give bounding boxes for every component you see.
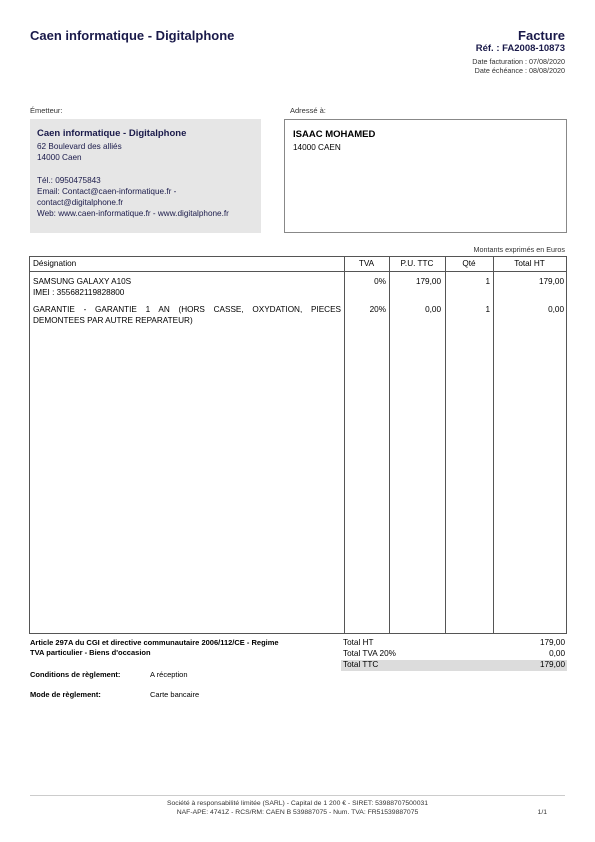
column-header-total: Total HT	[514, 259, 545, 268]
table-cell-unit-price: 179,00	[415, 277, 441, 286]
item-name: SAMSUNG GALAXY A10S	[33, 277, 132, 286]
invoice-date: Date facturation : 07/08/2020	[472, 57, 565, 66]
emitter-phone: Tél.: 0950475843	[37, 175, 101, 185]
items-table	[29, 256, 567, 634]
recipient-name: ISAAC MOHAMED	[293, 129, 376, 140]
totals-block	[341, 638, 567, 671]
column-header-tva: TVA	[358, 259, 375, 268]
emitter-city: 14000 Caen	[37, 153, 82, 163]
table-cell-unit-price: 0,00	[425, 305, 441, 314]
payment-mode-value: Carte bancaire	[150, 690, 200, 699]
total-ttc-label: Total TTC	[343, 660, 379, 669]
table-cell-quantity: 1	[485, 277, 490, 286]
currency-note: Montants exprimés en Euros	[473, 245, 565, 254]
emitter-name: Caen informatique - Digitalphone	[37, 128, 187, 139]
invoice-reference: Réf. : FA2008-10873	[475, 43, 565, 54]
company-title: Caen informatique - Digitalphone	[30, 28, 235, 43]
page-number: 1/1	[537, 809, 547, 816]
legal-line: Article 297A du CGI et directive communautaire 2006/112/CE - Regime	[30, 638, 279, 647]
table-cell-total: 179,00	[538, 277, 564, 286]
legal-mention	[30, 638, 330, 658]
item-detail: IMEI : 355682119828800	[33, 287, 125, 297]
table-row-designation	[33, 305, 341, 326]
document-type-title: Facture	[518, 28, 565, 43]
legal-line: TVA particulier - Biens d'occasion	[30, 648, 151, 657]
total-ht-value: 179,00	[539, 638, 565, 647]
item-name: GARANTIE - GARANTIE 1 AN (HORS CASSE, OXYDATION, PIECES	[33, 305, 341, 314]
emitter-email: Email: Contact@caen-informatique.fr -	[37, 186, 177, 196]
total-tva-row	[341, 649, 567, 660]
total-ttc-row	[341, 660, 567, 671]
footer-registration-info: NAF-APE: 4741Z - RCS/RM: CAEN B 539887075 - Num. TVA: FR51539887075	[176, 809, 419, 816]
total-tva-value: 0,00	[549, 649, 565, 658]
table-cell-tva: 20%	[369, 305, 386, 314]
table-cell-tva: 0%	[374, 277, 386, 286]
footer-company-info: Société à responsabilité limitée (SARL) - Capital de 1 200 € - SIRET: 53988707500031	[166, 800, 429, 807]
total-ht-label: Total HT	[343, 638, 374, 647]
table-cell-total: 0,00	[548, 305, 564, 314]
total-tva-label: Total TVA 20%	[343, 649, 396, 658]
emitter-web: Web: www.caen-informatique.fr - www.digitalphone.fr	[37, 209, 229, 219]
due-date: Date échéance : 08/08/2020	[474, 66, 565, 75]
emitter-label: Émetteur:	[30, 106, 63, 115]
column-header-quantity: Qté	[462, 259, 476, 268]
recipient-label: Adressé à:	[290, 106, 326, 115]
total-ttc-value: 179,00	[539, 660, 565, 669]
table-header-divider	[30, 271, 566, 272]
recipient-block	[284, 119, 567, 233]
payment-terms-value: A réception	[150, 670, 188, 679]
payment-terms-label: Conditions de règlement:	[30, 670, 121, 679]
column-header-designation: Désignation	[33, 259, 77, 268]
table-cell-quantity: 1	[485, 305, 490, 314]
emitter-spacer	[37, 164, 254, 175]
emitter-address-line: 62 Boulevard des alliés	[37, 142, 122, 151]
total-ht-row	[341, 638, 567, 649]
column-header-unit-price: P.U. TTC	[400, 259, 434, 268]
emitter-block	[30, 119, 261, 233]
item-detail: DEMONTEES PAR AUTRE REPARATEUR)	[33, 315, 193, 325]
table-row-designation	[33, 277, 339, 298]
invoice-dates	[472, 57, 565, 75]
emitter-email-secondary: contact@digitalphone.fr	[37, 198, 124, 208]
payment-mode-label: Mode de règlement:	[30, 690, 101, 699]
footer-divider	[30, 795, 565, 796]
recipient-city: 14000 CAEN	[293, 143, 341, 152]
